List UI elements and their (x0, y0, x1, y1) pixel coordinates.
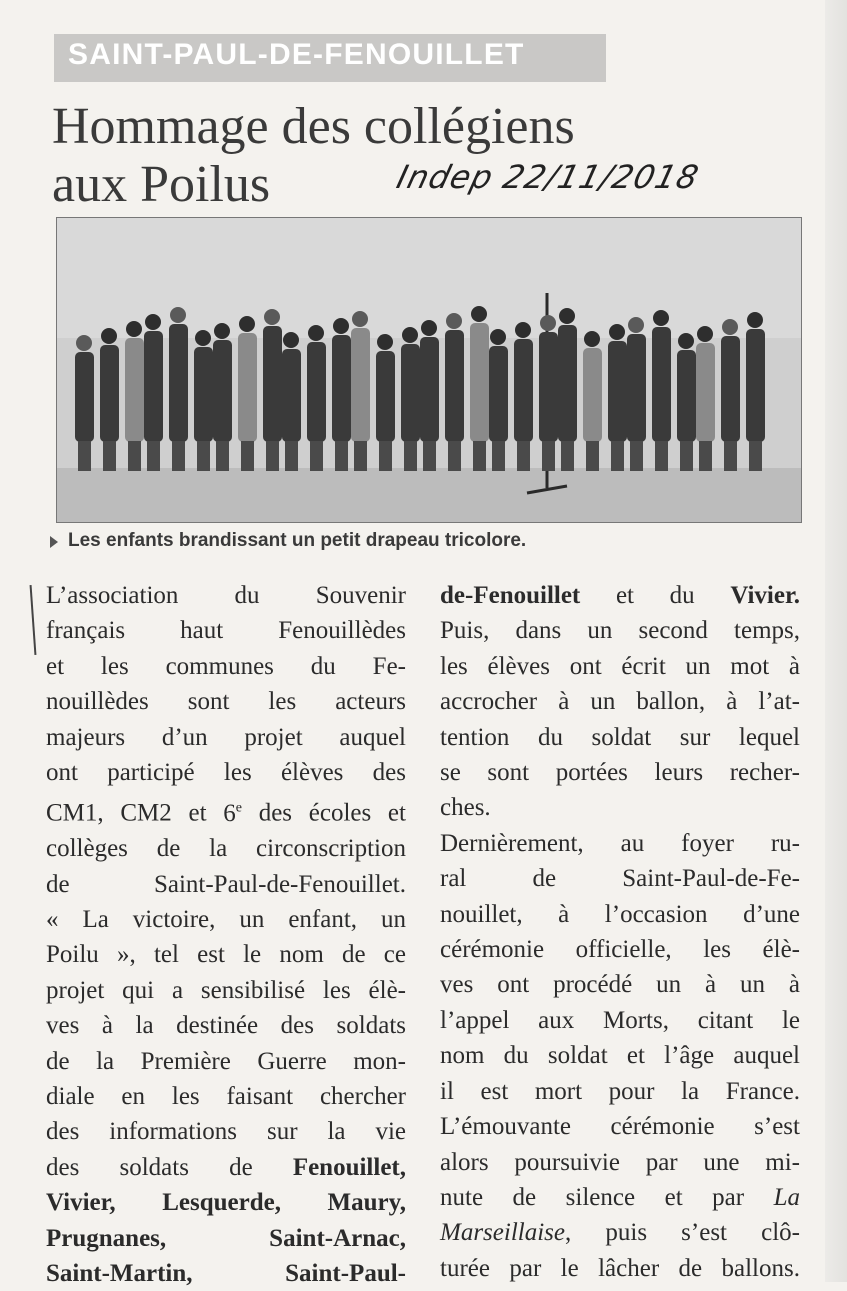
child-body (514, 339, 533, 442)
child-body (608, 341, 627, 442)
article-line: Saint-Martin, Saint-Paul- (46, 1260, 406, 1288)
article-line: « La victoire, un enfant, un (46, 905, 406, 933)
article-line: alors poursuivie par une mi- (440, 1148, 800, 1176)
child-legs (285, 441, 298, 471)
child-head (283, 332, 299, 348)
child-body (627, 334, 646, 442)
article-line: L’émouvante cérémonie s’est (440, 1113, 800, 1141)
child-body (144, 331, 163, 442)
article-line: et les communes du Fe- (46, 652, 406, 680)
article-line: les élèves ont écrit un mot à (440, 652, 800, 680)
child-head (352, 311, 368, 327)
child-body (721, 336, 740, 442)
child-legs (724, 441, 737, 471)
child-legs (354, 441, 367, 471)
child-head (377, 334, 393, 350)
child-legs (542, 441, 555, 471)
child-legs (266, 441, 279, 471)
child-head (239, 316, 255, 332)
article-line: nouillet, à l’occasion d’une (440, 900, 800, 928)
article-line: ont participé les élèves des (46, 759, 406, 787)
child-head (471, 306, 487, 322)
article-line: collèges de la circonscription (46, 835, 406, 863)
child-legs (611, 441, 624, 471)
child-head (609, 324, 625, 340)
child-body (125, 338, 144, 442)
child-head (333, 318, 349, 334)
article-line: Prugnanes, Saint-Arnac, (46, 1224, 406, 1252)
child-body (238, 333, 257, 442)
child-body (376, 351, 395, 442)
child-head (214, 323, 230, 339)
child-legs (680, 441, 693, 471)
child-head (490, 329, 506, 345)
article-line: ches. (440, 794, 491, 822)
article-line: CM1, CM2 et 6e des écoles et (46, 799, 406, 827)
child-head (170, 307, 186, 323)
article-column-right (440, 578, 800, 1286)
child-head (402, 327, 418, 343)
child-legs (561, 441, 574, 471)
child-head (308, 325, 324, 341)
article-line: cérémonie officielle, les élè- (440, 936, 800, 964)
child-head (540, 315, 556, 331)
child-legs (379, 441, 392, 471)
article-line: turée par le lâcher de ballons. (440, 1254, 800, 1282)
child-head (747, 312, 763, 328)
section-label: SAINT-PAUL-DE-FENOUILLET (68, 38, 525, 71)
group-photo-image (57, 218, 801, 522)
article-line: nom du soldat et l’âge auquel (440, 1042, 800, 1070)
child-head (76, 335, 92, 351)
article-column-left (46, 578, 406, 1291)
child-body (558, 325, 577, 442)
group-photo (56, 217, 802, 523)
child-head (101, 328, 117, 344)
child-head (446, 313, 462, 329)
article-line: majeurs d’un projet auquel (46, 723, 406, 751)
child-body (539, 332, 558, 442)
child-legs (103, 441, 116, 471)
child-body (746, 329, 765, 442)
child-head (678, 333, 694, 349)
child-legs (310, 441, 323, 471)
child-body (169, 324, 188, 442)
child-head (421, 320, 437, 336)
child-head (653, 310, 669, 326)
child-legs (586, 441, 599, 471)
child-body (677, 350, 696, 442)
child-body (420, 337, 439, 442)
article-line: se sont portées leurs recher- (440, 759, 800, 787)
article-line: Poilu », tel est le nom de ce (46, 941, 406, 969)
article-line: français haut Fenouillèdes (46, 617, 406, 645)
child-body (332, 335, 351, 442)
child-head (722, 319, 738, 335)
article-line: Dernièrement, au foyer ru- (440, 829, 800, 857)
handwritten-text: Indep 22/11/2018 (393, 158, 703, 196)
child-head (264, 309, 280, 325)
child-legs (423, 441, 436, 471)
child-legs (517, 441, 530, 471)
child-body (282, 349, 301, 442)
child-legs (78, 441, 91, 471)
child-head (628, 317, 644, 333)
article-line: Vivier, Lesquerde, Maury, (46, 1189, 406, 1217)
child-body (194, 347, 213, 442)
child-head (126, 321, 142, 337)
child-body (263, 326, 282, 442)
child-head (559, 308, 575, 324)
child-legs (473, 441, 486, 471)
child-body (75, 352, 94, 442)
child-legs (147, 441, 160, 471)
headline-line-2: aux Poilus (52, 156, 271, 213)
article-line: nute de silence et par La (440, 1183, 800, 1211)
child-legs (655, 441, 668, 471)
child-legs (404, 441, 417, 471)
child-legs (448, 441, 461, 471)
child-legs (699, 441, 712, 471)
child-body (401, 344, 420, 442)
child-body (351, 328, 370, 442)
article-line: de Saint-Paul-de-Fenouillet. (46, 870, 406, 898)
child-body (100, 345, 119, 442)
child-head (584, 331, 600, 347)
child-body (445, 330, 464, 442)
child-legs (630, 441, 643, 471)
article-line: ral de Saint-Paul-de-Fe- (440, 865, 800, 893)
handwritten-annotation (392, 152, 752, 202)
child-legs (749, 441, 762, 471)
article-line: nouillèdes sont les acteurs (46, 688, 406, 716)
article-line: de la Première Guerre mon- (46, 1047, 406, 1075)
article-line: Marseillaise, puis s’est clô- (440, 1219, 800, 1247)
child-head (195, 330, 211, 346)
child-legs (172, 441, 185, 471)
margin-pen-mark (30, 585, 37, 655)
article-line: l’appel aux Morts, citant le (440, 1006, 800, 1034)
child-body (213, 340, 232, 442)
photo-caption: Les enfants brandissant un petit drapeau tricolore. (68, 530, 527, 551)
article-line: ves ont procédé un à un à (440, 971, 800, 999)
section-header (54, 34, 606, 82)
child-legs (197, 441, 210, 471)
child-body (489, 346, 508, 442)
article-line: projet qui a sensibilisé les élè- (46, 976, 406, 1004)
article-line: diale en les faisant chercher (46, 1083, 406, 1111)
caption-marker-icon (50, 536, 58, 548)
child-legs (492, 441, 505, 471)
child-body (652, 327, 671, 442)
article-line: ves à la destinée des soldats (46, 1012, 406, 1040)
child-body (470, 323, 489, 442)
headline-line-1: Hommage des collégiens (52, 98, 575, 155)
child-head (697, 326, 713, 342)
article-line: il est mort pour la France. (440, 1077, 800, 1105)
child-legs (335, 441, 348, 471)
article-line: de-Fenouillet et du Vivier. (440, 582, 800, 609)
child-head (515, 322, 531, 338)
child-body (307, 342, 326, 442)
article-line: tention du soldat sur lequel (440, 723, 800, 751)
article-line: des informations sur la vie (46, 1118, 406, 1146)
child-body (583, 348, 602, 442)
article-line: accrocher à un ballon, à l’at- (440, 688, 800, 716)
child-legs (128, 441, 141, 471)
child-legs (241, 441, 254, 471)
child-legs (216, 441, 229, 471)
paper-edge (825, 0, 847, 1282)
child-head (145, 314, 161, 330)
article-line: Puis, dans un second temps, (440, 617, 800, 645)
article-line: des soldats de Fenouillet, (46, 1153, 406, 1181)
child-body (696, 343, 715, 442)
article-line: L’association du Souvenir (46, 582, 406, 609)
